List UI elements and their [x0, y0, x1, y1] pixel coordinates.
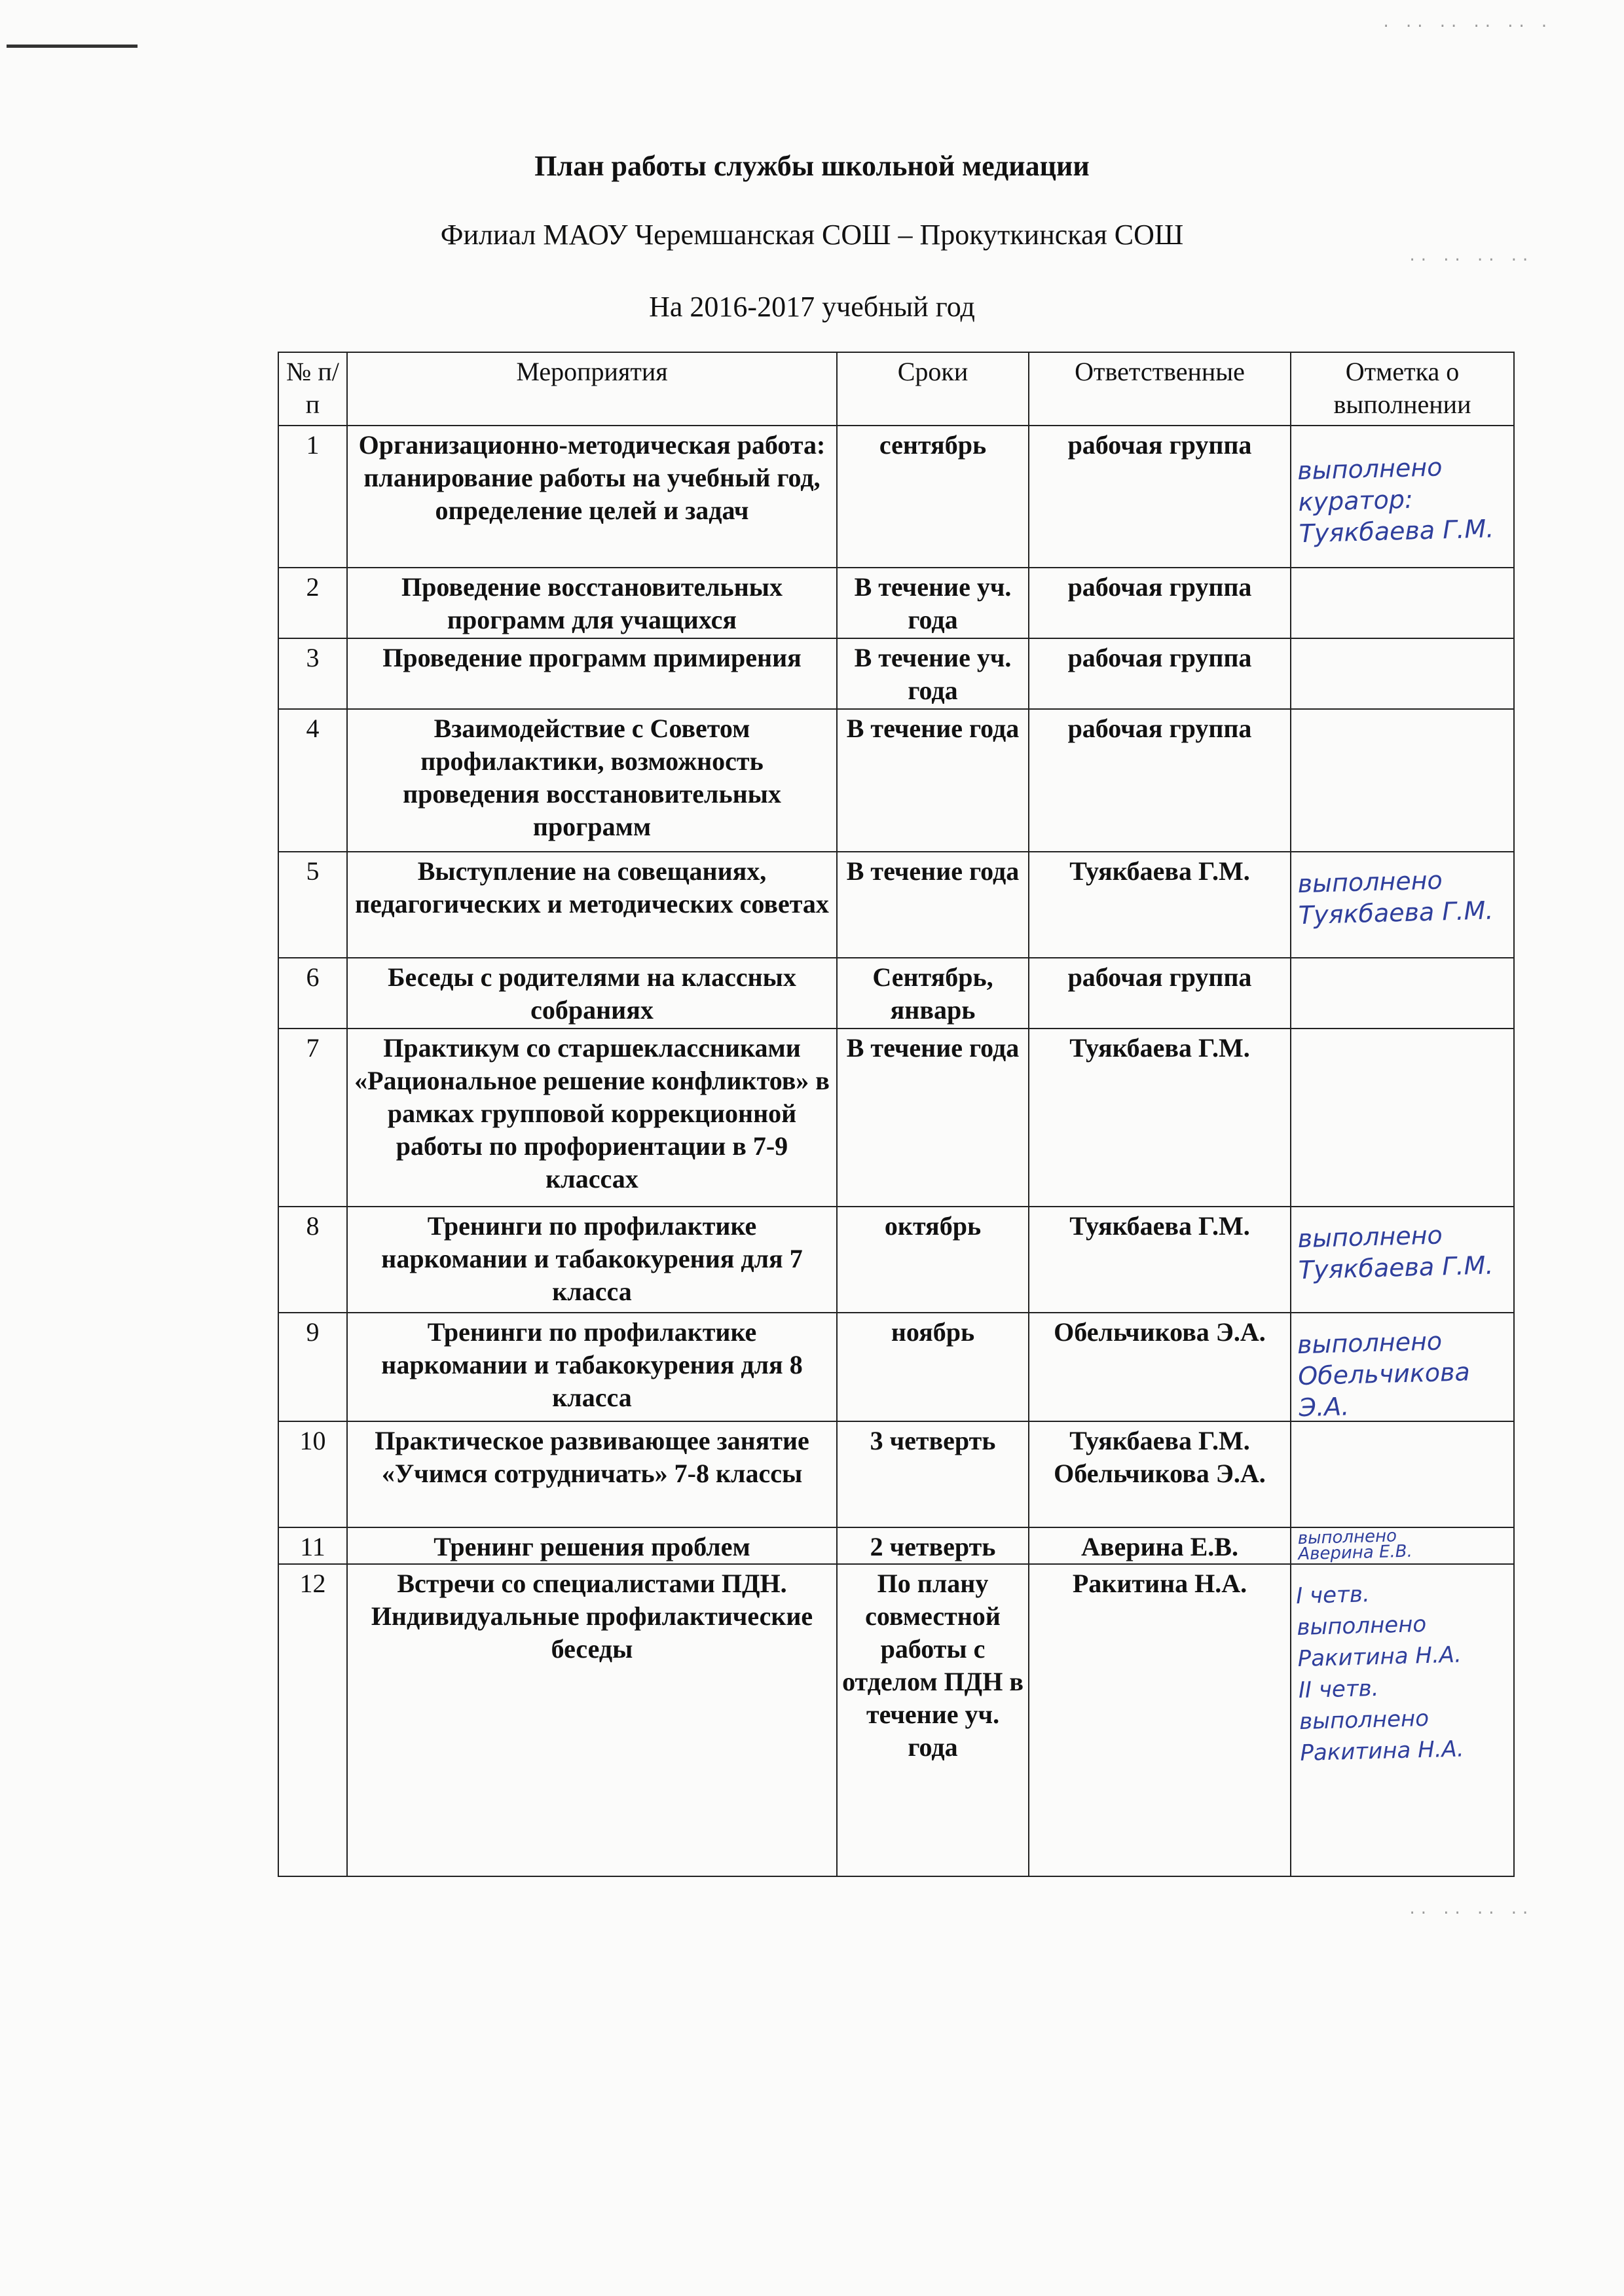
- table-row: [278, 1029, 1514, 1207]
- row-term: октябрь: [837, 1207, 1029, 1313]
- activity-plan-table: [278, 352, 1515, 1877]
- row-mark: [1291, 958, 1514, 1029]
- row-term: Сентябрь, январь: [837, 958, 1029, 1029]
- row-num: 9: [278, 1313, 347, 1421]
- show-through-noise: ·· ·· ·· ··: [1408, 1905, 1532, 1922]
- row-num: 12: [278, 1564, 347, 1876]
- row-term: 2 четверть: [837, 1527, 1029, 1564]
- row-activity: Тренинги по профилактике наркомании и табакокурения для 8 класса: [347, 1313, 837, 1421]
- handwritten-mark: выполнено куратор: Туякбаева Г.М.: [1297, 452, 1494, 549]
- document-title: План работы службы школьной медиации: [534, 150, 1090, 182]
- column-header-num: № п/п: [278, 352, 347, 426]
- row-responsible: Обельчикова Э.А.: [1029, 1313, 1291, 1421]
- academic-year: На 2016-2017 учебный год: [649, 291, 975, 323]
- column-header-responsible: Ответственные: [1029, 352, 1291, 426]
- table-row: [278, 1527, 1514, 1564]
- row-term: В течение года: [837, 709, 1029, 852]
- row-responsible: рабочая группа: [1029, 958, 1291, 1029]
- row-mark: [1291, 1029, 1514, 1207]
- row-term: В течение года: [837, 1029, 1029, 1207]
- table-row: [278, 426, 1514, 568]
- column-header-mark: Отметка о выполнении: [1291, 352, 1514, 426]
- row-activity: Встречи со специалистами ПДН. Индивидуальные профилактические беседы: [347, 1564, 837, 1876]
- row-activity: Организационно-методическая работа: планирование работы на учебный год, определение целей и задач: [347, 426, 837, 568]
- column-header-term: Сроки: [837, 352, 1029, 426]
- row-mark: [1291, 1313, 1514, 1421]
- row-mark: [1291, 638, 1514, 709]
- handwritten-mark: выполнено Туякбаева Г.М.: [1297, 1220, 1494, 1285]
- row-num: 11: [278, 1527, 347, 1564]
- show-through-noise: · ·· ·· ·· ·· ·: [1382, 18, 1551, 35]
- row-mark: [1291, 1564, 1514, 1876]
- row-num: 1: [278, 426, 347, 568]
- table-row: [278, 1313, 1514, 1421]
- column-header-activity: Мероприятия: [347, 352, 837, 426]
- row-responsible: рабочая группа: [1029, 426, 1291, 568]
- row-term: ноябрь: [837, 1313, 1029, 1421]
- table-header-row: [278, 352, 1514, 426]
- table-row: [278, 958, 1514, 1029]
- organization-name: Филиал МАОУ Черемшанская СОШ – Прокуткинская СОШ: [440, 219, 1184, 251]
- row-num: 3: [278, 638, 347, 709]
- handwritten-mark: выполнено Обельчикова Э.А.: [1297, 1326, 1471, 1423]
- row-mark: [1291, 1421, 1514, 1527]
- row-activity: Выступление на совещаниях, педагогических и методических советах: [347, 852, 837, 958]
- scan-edge-mark: [7, 45, 138, 48]
- row-responsible: рабочая группа: [1029, 638, 1291, 709]
- row-term: По плану совместной работы с отделом ПДН в течение уч. года: [837, 1564, 1029, 1876]
- table-row: [278, 568, 1514, 638]
- row-activity: Тренинг решения проблем: [347, 1527, 837, 1564]
- row-activity: Тренинги по профилактике наркомании и табакокурения для 7 класса: [347, 1207, 837, 1313]
- row-mark: [1291, 1527, 1514, 1564]
- row-num: 5: [278, 852, 347, 958]
- row-mark: [1291, 568, 1514, 638]
- row-responsible: Туякбаева Г.М.: [1029, 1029, 1291, 1207]
- row-activity: Практикум со старшеклассниками «Рациональное решение конфликтов» в рамках групповой коррекционной работы по профориентации в 7-9 классах: [347, 1029, 837, 1207]
- row-term: В течение уч. года: [837, 568, 1029, 638]
- row-activity: Беседы с родителями на классных собраниях: [347, 958, 837, 1029]
- row-num: 7: [278, 1029, 347, 1207]
- row-activity: Взаимодействие с Советом профилактики, возможность проведения восстановительных программ: [347, 709, 837, 852]
- row-responsible: Туякбаева Г.М. Обельчикова Э.А.: [1029, 1421, 1291, 1527]
- show-through-noise: ·· ·· ·· ··: [1408, 252, 1532, 268]
- row-responsible: рабочая группа: [1029, 568, 1291, 638]
- row-num: 4: [278, 709, 347, 852]
- row-term: В течение года: [837, 852, 1029, 958]
- table-row: [278, 709, 1514, 852]
- row-activity: Проведение программ примирения: [347, 638, 837, 709]
- table-row: [278, 1421, 1514, 1527]
- table-row: [278, 638, 1514, 709]
- row-mark: [1291, 1207, 1514, 1313]
- row-activity: Практическое развивающее занятие «Учимся сотрудничать» 7-8 классы: [347, 1421, 837, 1527]
- row-mark: [1291, 426, 1514, 568]
- row-num: 8: [278, 1207, 347, 1313]
- row-responsible: рабочая группа: [1029, 709, 1291, 852]
- row-num: 2: [278, 568, 347, 638]
- row-responsible: Ракитина Н.А.: [1029, 1564, 1291, 1876]
- handwritten-mark: выполнено Туякбаева Г.М.: [1297, 866, 1494, 930]
- table-row: [278, 1207, 1514, 1313]
- row-responsible: Аверина Е.В.: [1029, 1527, 1291, 1564]
- handwritten-mark: I четв. выполнено Ракитина Н.А. II четв. выполнено Ракитина Н.А.: [1295, 1580, 1465, 1767]
- table-row: [278, 1564, 1514, 1876]
- row-num: 10: [278, 1421, 347, 1527]
- handwritten-mark: выполнено Аверина Е.В.: [1297, 1526, 1413, 1565]
- row-activity: Проведение восстановительных программ для учащихся: [347, 568, 837, 638]
- row-term: 3 четверть: [837, 1421, 1029, 1527]
- row-responsible: Туякбаева Г.М.: [1029, 1207, 1291, 1313]
- row-mark: [1291, 852, 1514, 958]
- table-row: [278, 852, 1514, 958]
- row-num: 6: [278, 958, 347, 1029]
- row-term: В течение уч. года: [837, 638, 1029, 709]
- row-mark: [1291, 709, 1514, 852]
- row-term: сентябрь: [837, 426, 1029, 568]
- row-responsible: Туякбаева Г.М.: [1029, 852, 1291, 958]
